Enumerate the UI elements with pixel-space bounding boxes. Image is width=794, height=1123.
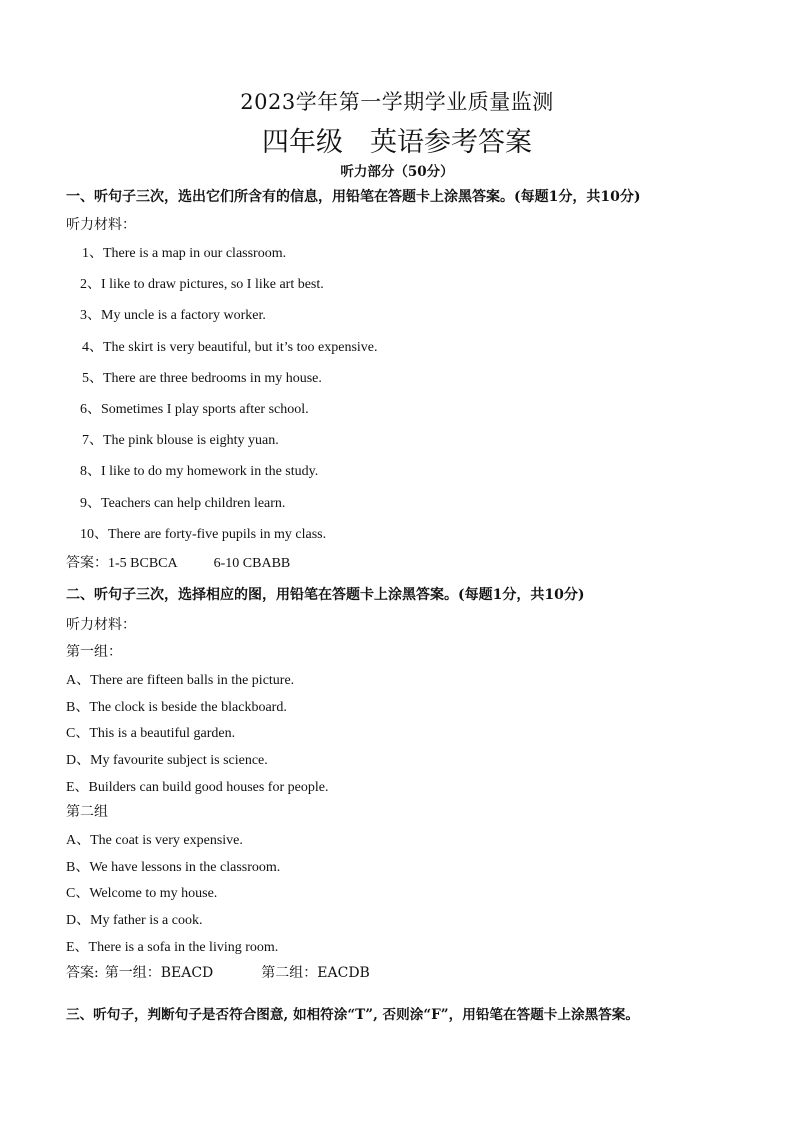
- part1-answer-label: 答案：: [66, 555, 108, 571]
- section-label: 听力部分（50分）: [340, 164, 454, 180]
- part1-item: 8、I like to do my homework in the study.: [80, 464, 319, 479]
- group1-item: D、My favourite subject is science.: [66, 753, 268, 768]
- document-title: 2023学年第一学期学业质量监测: [240, 90, 554, 114]
- group1-item: C、This is a beautiful garden.: [66, 726, 236, 741]
- group2-item: B、We have lessons in the classroom.: [66, 860, 281, 875]
- part2-answer-g2: 第二组：EACDB: [261, 965, 370, 981]
- part1-answer-b: 6-10 CBABB: [213, 556, 291, 571]
- part1-answer-a: 1-5 BCBCA: [108, 556, 178, 571]
- part1-material-label: 听力材料：: [66, 217, 136, 233]
- group1-item: E、Builders can build good houses for people.: [66, 780, 329, 795]
- part1-item: 4、The skirt is very beautiful, but it’s too expensive.: [82, 340, 378, 355]
- group2-item: A、The coat is very expensive.: [66, 833, 243, 848]
- group2-item: C、Welcome to my house.: [66, 886, 218, 901]
- group1-item: A、There are fifteen balls in the picture.: [66, 673, 295, 688]
- group2-item: E、There is a sofa in the living room.: [66, 940, 279, 955]
- part1-item: 7、The pink blouse is eighty yuan.: [82, 433, 279, 448]
- part1-item: 2、I like to draw pictures, so I like art best.: [80, 277, 324, 292]
- part2-answer: [66, 962, 370, 982]
- part3-heading: 三、听句子，判断句子是否符合图意, 如相符涂“T”, 否则涂“F”，用铅笔在答题卡上涂黑答案。: [66, 1007, 639, 1023]
- part1-item: 10、There are forty-five pupils in my class.: [80, 527, 327, 542]
- group2-label: 第二组: [66, 804, 108, 820]
- group2-item: D、My father is a cook.: [66, 913, 203, 928]
- part1-heading: 一、听句子三次，选出它们所含有的信息，用铅笔在答题卡上涂黑答案。(每题1分，共10分): [66, 189, 641, 205]
- part1-item: 1、There is a map in our classroom.: [82, 246, 287, 261]
- part1-item: 9、Teachers can help children learn.: [80, 496, 286, 511]
- group1-item: B、The clock is beside the blackboard.: [66, 700, 287, 715]
- group1-label: 第一组：: [66, 644, 122, 660]
- part2-heading: 二、听句子三次，选择相应的图，用铅笔在答题卡上涂黑答案。(每题1分，共10分): [66, 587, 585, 603]
- part2-answer-g1: 第一组：BEACD: [104, 965, 214, 981]
- part1-answer: [66, 552, 290, 572]
- part2-material-label: 听力材料：: [66, 617, 136, 633]
- part2-answer-label: 答案:: [66, 965, 99, 981]
- part1-item: 6、Sometimes I play sports after school.: [80, 402, 309, 417]
- part1-item: 5、There are three bedrooms in my house.: [82, 371, 322, 386]
- part1-item: 3、My uncle is a factory worker.: [80, 308, 266, 323]
- document-subtitle: 四年级 英语参考答案: [262, 127, 532, 158]
